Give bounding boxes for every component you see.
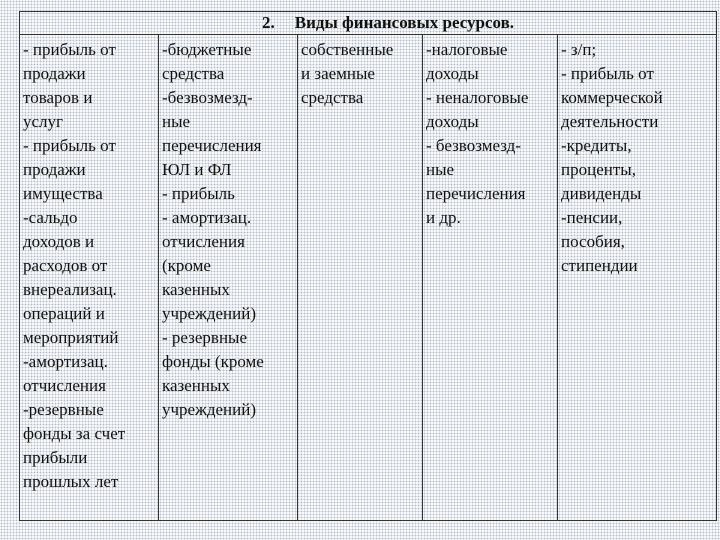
content-row xyxy=(20,35,717,521)
cell-line: продажи xyxy=(23,64,86,83)
table-title xyxy=(20,12,717,35)
cell-line: перечисления xyxy=(426,184,526,203)
cell-line: проценты, xyxy=(561,160,636,179)
cell-line: расходов от xyxy=(23,256,108,275)
cell-line: пособия, xyxy=(561,232,625,251)
cell-line: - резервные xyxy=(162,328,248,347)
cell-line: - прибыль от xyxy=(23,40,116,59)
cell-line: и др. xyxy=(426,208,461,227)
cell-line: казенных xyxy=(162,376,230,395)
cell-line: деятельности xyxy=(561,112,659,131)
cell-line: стипендии xyxy=(561,256,638,275)
cell-line: -пенсии, xyxy=(561,208,623,227)
cell-line: внереализац. xyxy=(23,280,117,299)
cell-line: фонды за счет xyxy=(23,424,126,443)
cell-line: собственные xyxy=(301,40,394,59)
cell-line: ные xyxy=(162,112,191,131)
title-text: Виды финансовых ресурсов. xyxy=(294,13,515,32)
cell-line: -налоговые xyxy=(426,40,508,59)
column-budget-revenues xyxy=(423,35,558,521)
cell-line: -кредиты, xyxy=(561,136,632,155)
cell-line: - прибыль от xyxy=(23,136,116,155)
cell-line: услуг xyxy=(23,112,64,131)
cell-line: средства xyxy=(301,88,364,107)
cell-line: - безвозмезд- xyxy=(426,136,521,155)
cell-line: ные xyxy=(426,160,455,179)
cell-line: доходов и xyxy=(23,232,95,251)
financial-resources-table xyxy=(19,11,717,521)
cell-line: отчисления xyxy=(23,376,106,395)
cell-line: - прибыль от xyxy=(561,64,654,83)
column-household-income xyxy=(558,35,717,521)
cell-line: коммерческой xyxy=(561,88,663,107)
cell-line: учреждений) xyxy=(162,400,256,419)
title-row xyxy=(20,12,717,35)
column-enterprise-resources xyxy=(20,35,159,521)
cell-line: - амортизац. xyxy=(162,208,252,227)
cell-line: доходы xyxy=(426,64,479,83)
cell-line: и заемные xyxy=(301,64,375,83)
column-bank-resources xyxy=(298,35,423,521)
cell-line: - прибыль xyxy=(162,184,235,203)
cell-line: отчисления xyxy=(162,232,245,251)
cell-line: доходы xyxy=(426,112,479,131)
cell-line: -бюджетные xyxy=(162,40,252,59)
cell-line: (кроме xyxy=(162,256,211,275)
cell-line: -сальдо xyxy=(23,208,78,227)
cell-line: казенных xyxy=(162,280,230,299)
cell-line: ЮЛ и ФЛ xyxy=(162,160,232,179)
cell-line: имущества xyxy=(23,184,103,203)
cell-line: мероприятий xyxy=(23,328,119,347)
cell-line: перечисления xyxy=(162,136,262,155)
title-number: 2. xyxy=(262,13,275,32)
cell-line: дивиденды xyxy=(561,184,642,203)
cell-line: учреждений) xyxy=(162,304,256,323)
cell-line: - неналоговые xyxy=(426,88,529,107)
cell-line: -безвозмезд- xyxy=(162,88,253,107)
cell-line: прибыли xyxy=(23,448,88,467)
cell-line: средства xyxy=(162,64,225,83)
cell-line: -резервные xyxy=(23,400,104,419)
cell-line: фонды (кроме xyxy=(162,352,264,371)
cell-line: продажи xyxy=(23,160,86,179)
cell-line: - з/п; xyxy=(561,40,597,59)
cell-line: операций и xyxy=(23,304,105,323)
cell-line: прошлых лет xyxy=(23,472,119,491)
cell-line: товаров и xyxy=(23,88,93,107)
cell-line: -амортизац. xyxy=(23,352,108,371)
column-state-resources xyxy=(159,35,298,521)
